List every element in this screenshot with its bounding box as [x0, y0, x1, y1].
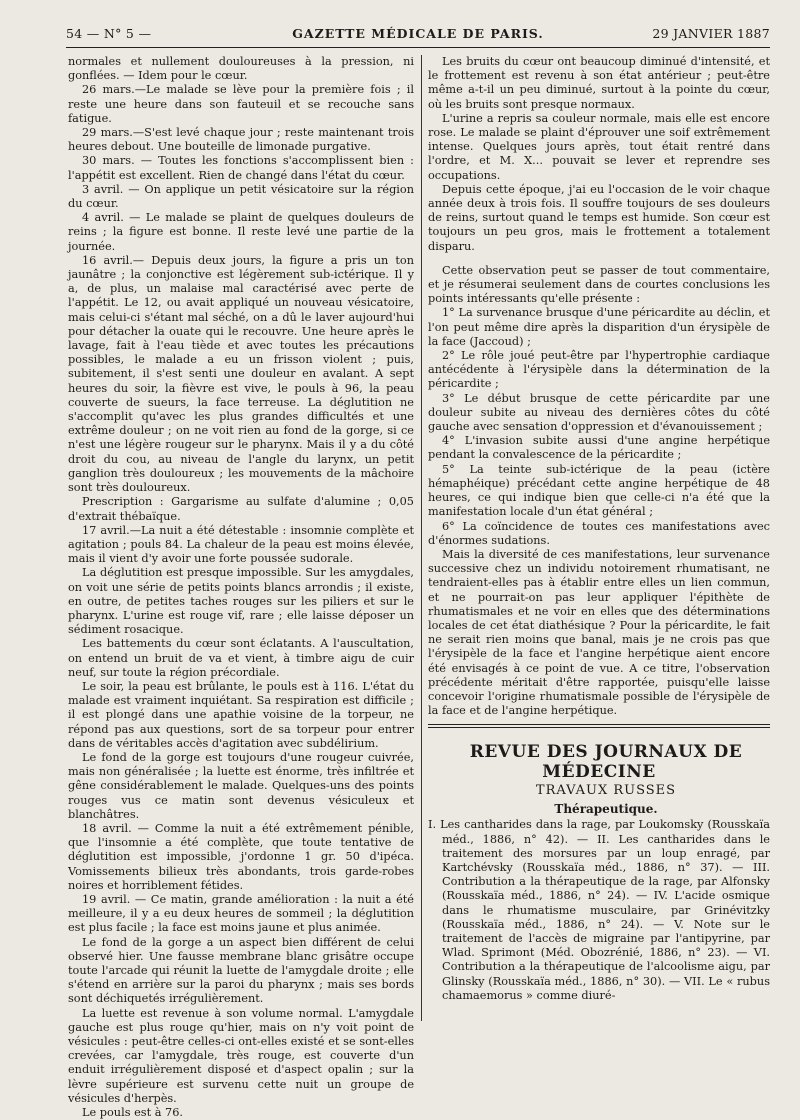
review-section-heading: Thérapeutique.: [554, 802, 658, 817]
paragraph: 19 avril. — Ce matin, grande amélioration : la nuit a été meilleure, il y a eu deux heures de sommeil ; la déglutition est plus facile ; la face est moins jaune et plus animée.: [68, 892, 414, 935]
paragraph: Les bruits du cœur ont beaucoup diminué d'intensité, et le frottement est revenu à son état antérieur ; peut-être même a-t-il un peu diminué, surtout à la pointe du cœur, où les bruits sont presque normaux.: [428, 55, 770, 111]
paragraph: 4 avril. — Le malade se plaint de quelques douleurs de reins ; la figure est bonne. Il reste levé une partie de la journée.: [68, 211, 414, 253]
journal-title: GAZETTE MÉDICALE DE PARIS.: [292, 26, 544, 41]
review-subtitle: TRAVAUX RUSSES: [535, 783, 677, 799]
paragraph: Le soir, la peau est brûlante, le pouls est à 116. L'état du malade est vraiment inquiétant. Sa respiration est difficile ; il est plongé dans une apathie voisine de la torpeur, ne répond pas aux questions, sort de sa torpeur pour entrer dans de véritables accès d'agitation avec subdélirium.: [68, 679, 414, 750]
column-divider: [421, 55, 422, 1021]
conclusion-item: 1° La survenance brusque d'une péricardite au déclin, et l'on peut même dire après la disparition d'un érysipèle de la face (Jaccoud) ;: [428, 306, 770, 348]
conclusion-item: 3° Le début brusque de cette péricardite par une douleur subite au niveau des dernières côtes du côté gauche avec sensation d'oppression et d'évanouissement ;: [428, 391, 770, 434]
issue-date: 29 JANVIER 1887: [652, 26, 770, 41]
paragraph: normales et nullement douloureuses à la pression, ni gonflées. — Idem pour le cœur.: [68, 55, 414, 83]
right-column: [428, 55, 770, 1021]
conclusion-item: 4° L'invasion subite aussi d'une angine herpétique pendant la convalescence de la péricardite ;: [428, 434, 770, 462]
review-title: REVUE DES JOURNAUX DE MÉDECINE: [469, 742, 743, 783]
left-column: [68, 55, 414, 1120]
paragraph: 17 avril.—La nuit a été détestable : insomnie complète et agitation ; pouls 84. La chaleur de la peau est moins élevée, mais il vient d'y avoir une forte poussée sudorale.: [68, 523, 414, 566]
paragraph: 26 mars.—Le malade se lève pour la première fois ; il reste une heure dans son fauteuil et se recouche sans fatigue.: [68, 83, 414, 125]
reference-list: I. Les cantharides dans la rage, par Loukomsky (Rousskaïa méd., 1886, n° 42). — II. Les cantharides dans le traitement des morsures par un loup enragé, par Kartchévsky (Rousskaïa méd., 1886, n° 37). — III. Contribution a la thérapeutique de la rage, par Alfonsky (Rousskaïa méd., 1886, n° 24). — IV. L'acide osmique dans le rhumatisme musculaire, par Grinévitzky (Rousskaïa méd., 1886, n° 24). — V. Note sur le traitement de l'accès de migraine par l'antipyrine, par Wlad. Sprimont (Méd. Obozrénié, 1886, n° 23). — VI. Contribution a la thérapeutique de l'alcoolisme aigu, par Glinsky (Rousskaïa méd., 1886, n° 30). — VII. Le « rubus chamaemorus » comme diuré-: [428, 818, 770, 1002]
paragraph: Les battements du cœur sont éclatants. A l'auscultation, on entend un bruit de va et vient, à timbre aigu de cuir neuf, sur toute la région précordiale.: [68, 637, 414, 679]
paragraph: La déglutition est presque impossible. Sur les amygdales, on voit une série de petits points blancs arrondis ; il existe, en outre, de petites taches rouges sur les piliers et sur le pharynx. L'urine est rouge vif, rare ; elle laisse déposer un sédiment rosacique.: [68, 566, 414, 637]
paragraph: 18 avril. — Comme la nuit a été extrêmement pénible, que l'insomnie a été complète, que toute tentative de déglutition est impossible, j'ordonne 1 gr. 50 d'ipéca. Vomissements bilieux très abondants, trois garde-robes noires et horriblement fétides.: [68, 821, 414, 892]
conclusion-item: 2° Le rôle joué peut-être par l'hypertrophie cardiaque antécédente à l'érysipèle dans la détermination de la péricardite ;: [428, 349, 770, 391]
conclusion-item: 6° La coïncidence de toutes ces manifestations avec d'énormes sudations.: [428, 519, 770, 547]
spacer: [428, 254, 770, 264]
paragraph: Le pouls est à 76.: [82, 1106, 183, 1120]
paragraph: 3 avril. — On applique un petit vésicatoire sur la région du cœur.: [68, 182, 414, 211]
paragraph: Le fond de la gorge est toujours d'une rougeur cuivrée, mais non généralisée ; la luette est énorme, très infiltrée et gêne considérablement le malade. Quelques-uns des points rouges vus ce matin sont devenus vésiculeux et blanchâtres.: [68, 750, 414, 821]
paragraph: 30 mars. — Toutes les fonctions s'accomplissent bien : l'appétit est excellent. Rien de changé dans l'état du cœur.: [68, 154, 414, 182]
paragraph: La luette est revenue à son volume normal. L'amygdale gauche est plus rouge qu'hier, mais on n'y voit point de vésicules : peut-être celles-ci ont-elles existé et se sont-elles crevées, car l'amygdale, très rouge, est couverte d'un enduit irrégulièrement disposé et d'aspect opalin ; sur la lèvre supérieure est survenu cette nuit un groupe de vésicules d'herpès.: [68, 1006, 414, 1105]
paragraph: 16 avril.— Depuis deux jours, la figure a pris un ton jaunâtre ; la conjonctive est légèrement sub-ictérique. Il y a, de plus, un malaise mal caractérisé avec perte de l'appétit. Le 12, ou avait appliqué un nouveau vésicatoire, mais celui-ci s'étant mal séché, on a dû le laver aujourd'hui pour détacher la ouate qui le recouvre. Une heure après le lavage, fait à l'eau tiède et avec toutes les précautions possibles, le malade a eu un frisson violent ; puis, subitement, il s'est senti une douleur en avalant. A sept heures du soir, la fièvre est vive, le pouls à 96, la peau couverte de sueurs, la face terreuse. La déglutition ne s'accomplit qu'avec les plus grandes difficultés et une extrême douleur ; on ne voit rien au fond de la gorge, si ce n'est une légère rougeur sur le pharynx. Mais il y a du côté droit du cou, au niveau de l'angle du larynx, un petit ganglion très douloureux ; les mouvements de la mâchoire sont très douloureux.: [68, 253, 414, 495]
header-rule: [66, 47, 770, 48]
page-header: [66, 26, 770, 42]
section-rule: [428, 724, 770, 728]
paragraph: 29 mars.—S'est levé chaque jour ; reste maintenant trois heures debout. Une bouteille de limonade purgative.: [68, 126, 414, 154]
conclusion-item: 5° La teinte sub-ictérique de la peau (ictère hémaphéique) précédant cette angine herpétique de 48 heures, ce qui indique bien que celle-ci n'a été que la manifestation locale d'un état général ;: [428, 462, 770, 519]
page-number: 54 — N° 5 —: [66, 26, 152, 41]
paragraph: Depuis cette époque, j'ai eu l'occasion de le voir chaque année deux à trois fois. Il souffre toujours de ses douleurs de reins, surtout quand le temps est humide. Son cœur est toujours un peu gros, mais le frottement a totalement disparu.: [428, 182, 770, 253]
paragraph: Mais la diversité de ces manifestations, leur survenance successive chez un individu notoirement rhumatisant, ne tendraient-elles pas à établir entre elles un lien commun, et ne pourrait-on pas leur appliquer l'épithète de rhumatismales et ne voir en elles que des déterminations locales de cet état diathésique ? Pour la péricardite, le fait ne serait rien moins que banal, mais je ne crois pas que l'érysipèle de la face et l'angine herpétique aient encore été envisagés à ce point de vue. A ce titre, l'observation précédente méritait d'être rapportée, puisqu'elle laisse concevoir l'origine rhumatismale possible de l'érysipèle de la face et de l'angine herpétique.: [428, 547, 770, 718]
paragraph: Prescription : Gargarisme au sulfate d'alumine ; 0,05 d'extrait thébaïque.: [68, 495, 414, 523]
paragraph: Le fond de la gorge a un aspect bien différent de celui observé hier. Une fausse membrane blanc grisâtre occupe toute l'arcade qui réunit la luette de l'amygdale droite ; elle s'étend en arrière sur la paroi du pharynx ; mais ses bords sont déchiquetés irrégulièrement.: [68, 935, 414, 1006]
paragraph: L'urine a repris sa couleur normale, mais elle est encore rose. Le malade se plaint d'éprouver une soif extrêmement intense. Quelques jours après, tout était rentré dans l'ordre, et M. X... pouvait se lever et reprendre ses occupations.: [428, 111, 770, 182]
paragraph: Cette observation peut se passer de tout commentaire, et je résumerai seulement dans de courtes conclusions les points intéressants qu'elle présente :: [428, 263, 770, 306]
